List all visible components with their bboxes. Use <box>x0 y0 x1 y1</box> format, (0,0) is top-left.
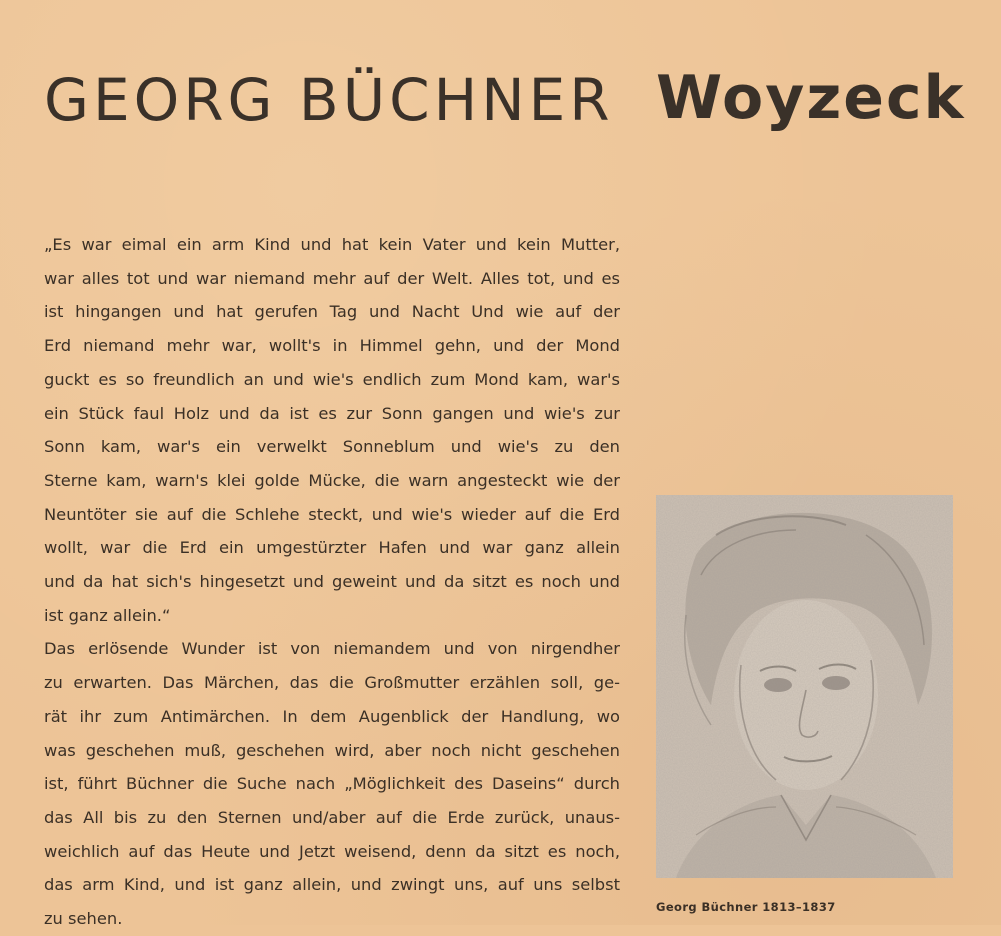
text-line: ist, führt Büchner die Suche nach „Möglichkeit des Daseins“ durch <box>44 774 620 794</box>
text-line: ist hingangen und hat gerufen Tag und Nacht Und wie auf der <box>44 302 620 322</box>
text-line: was geschehen muß, geschehen wird, aber noch nicht geschehen <box>44 740 620 760</box>
text-line: zu erwarten. Das Märchen, das die Großmutter erzählen soll, ge- <box>44 673 620 693</box>
text-line: Erd niemand mehr war, wollt's in Himmel gehn, und der Mond <box>44 336 620 356</box>
text-line: „Es war eimal ein arm Kind und hat kein Vater und kein Mutter, <box>44 235 620 254</box>
text-line: Sonn kam, war's ein verwelkt Sonneblum und wie's zu den <box>44 437 620 457</box>
author-name: GEORG BÜCHNER <box>44 66 614 134</box>
page-title <box>44 60 974 140</box>
portrait-caption: Georg Büchner 1813–1837 <box>656 900 836 914</box>
text-line: zu sehen. <box>44 909 123 929</box>
text-line: war alles tot und war niemand mehr auf der Welt. Alles tot, und es <box>44 268 620 288</box>
body-text <box>44 228 620 936</box>
text-line: Sterne kam, warn's klei golde Mücke, die warn angesteckt wie der <box>44 470 620 490</box>
text-line: wollt, war die Erd ein umgestürzter Hafen und war ganz allein <box>44 538 620 558</box>
text-line: Das erlösende Wunder ist von niemandem und von nirgendher <box>44 639 620 659</box>
work-title: Woyzeck <box>656 63 966 133</box>
text-line: ein Stück faul Holz und da ist es zur Sonn gangen und wie's zur <box>44 403 620 423</box>
text-line: ist ganz allein.“ <box>44 605 171 625</box>
text-line: guckt es so freundlich an und wie's endlich zum Mond kam, war's <box>44 369 620 389</box>
text-line: und da hat sich's hingesetzt und geweint und da sitzt es noch und <box>44 572 620 592</box>
text-line: Neuntöter sie auf die Schlehe steckt, und wie's wieder auf die Erd <box>44 504 620 524</box>
text-line: das All bis zu den Sternen und/aber auf die Erde zurück, unaus- <box>44 807 620 827</box>
text-line: weichlich auf das Heute und Jetzt weisend, denn da sitzt es noch, <box>44 841 620 861</box>
portrait-image <box>656 495 953 878</box>
text-line: rät ihr zum Antimärchen. In dem Augenblick der Handlung, wo <box>44 706 620 726</box>
text-line: das arm Kind, und ist ganz allein, und zwingt uns, auf uns selbst <box>44 875 620 895</box>
